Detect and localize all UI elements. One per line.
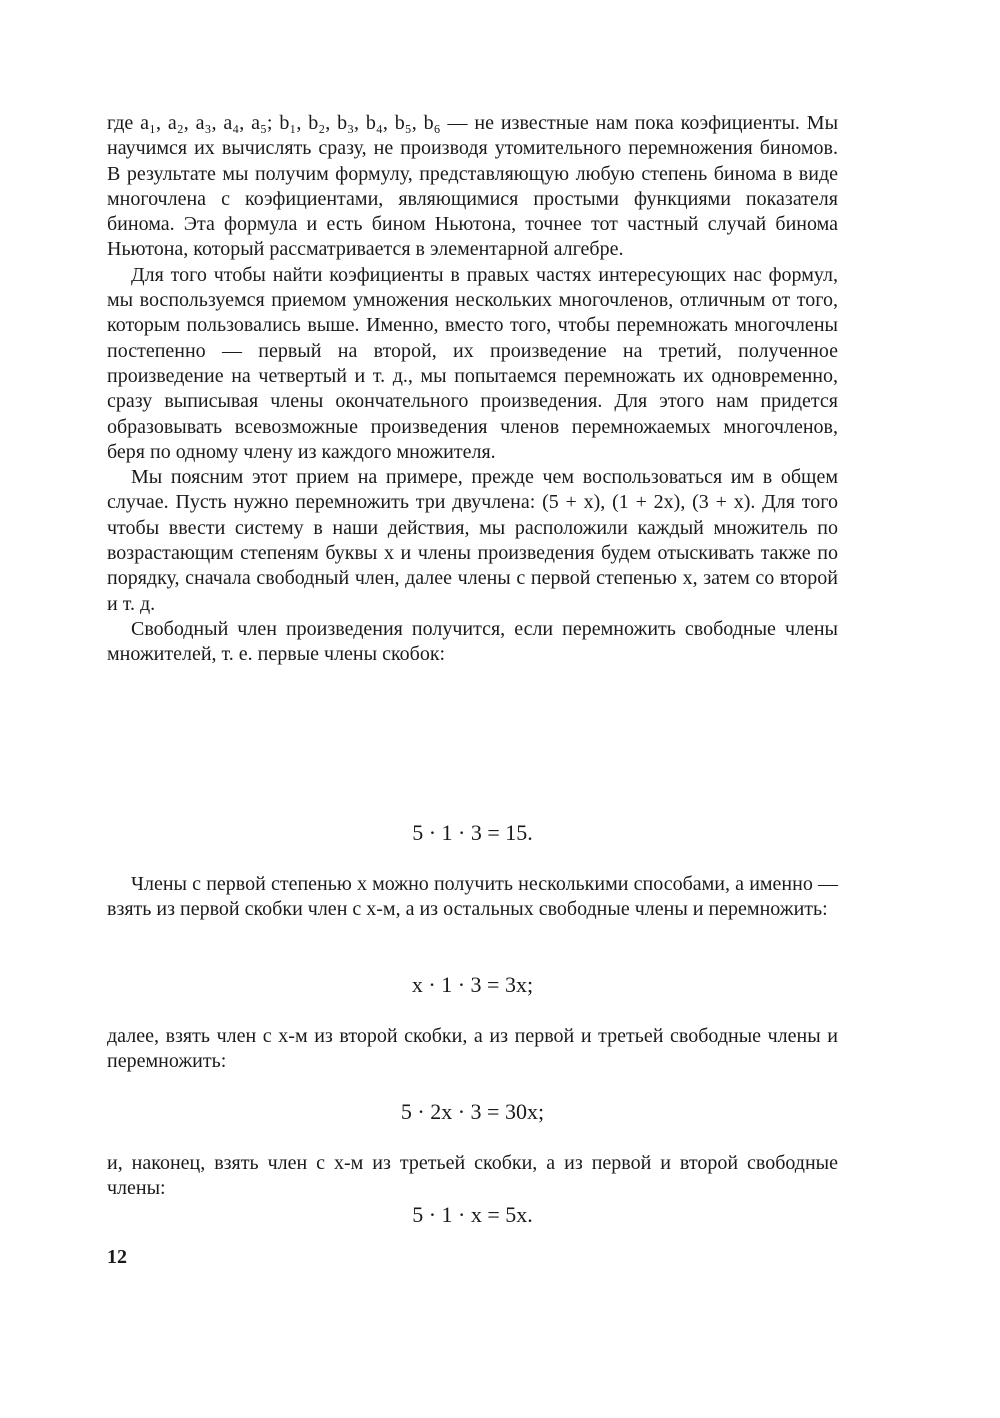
paragraph-block-2 [107, 872, 838, 923]
paragraph-third-bracket: и, наконец, взять член с x-м из третьей скобки, а из первой и второй свободные члены: [107, 1152, 838, 1200]
formula-first-bracket: x · 1 · 3 = 3x; [411, 972, 534, 997]
formula-second-bracket: 5 · 2x · 3 = 30x; [400, 1099, 545, 1124]
paragraph-binomial-intro: где a₁, a₂, a₃, a₄, a₅; b₁, b₂, b₃, b₄, b₅, b₆ — не известные нам пока коэфициенты. Мы научимся их вычислять сразу, не производя утомительного перемножения биномов. В результате мы получим формулу, представляющую любую степень бинома в виде многочлена с коэфициентами, являющимися простыми функциями показателя бинома. Эта формула и есть бином Ньютона, точнее тот частный случай бинома Ньютона, который рассматривается в элементарной алгебре. [107, 112, 838, 261]
paragraph-block-3 [107, 1024, 838, 1075]
paragraph-block-1 [107, 111, 838, 668]
paragraph-free-term: Свободный член произведения получится, если перемножить свободные члены множителей, т. е. первые члены скобок: [107, 617, 838, 666]
paragraph-first-degree: Члены с первой степенью x можно получить несколькими способами, а именно — взять из первой скобки член с x-м, а из остальных свободные члены и перемножить: [107, 873, 838, 921]
paragraph-example: Мы поясним этот прием на примере, прежде чем воспользоваться им в общем случае. Пусть нужно перемножить три двучлена: (5 + x), (1 + 2x), (3 + x). Для того чтобы ввести систему в наши действия, мы расположили каждый множитель по возрастающим степеням буквы x и члены произведения будем отыскивать также по порядку, сначала свободный член, далее члены с первой степенью x, затем со второй и т. д. [107, 466, 838, 615]
paragraph-coefficients-method: Для того чтобы найти коэфициенты в правых частях интересующих нас формул, мы воспользуемся приемом умножения нескольких многочленов, отличным от того, которым пользовались выше. Именно, вместо того, чтобы перемножать многочлены постепенно — первый на второй, их произведение на третий, полученное произведение на четвертый и т. д., мы попытаемся перемножать их одновременно, сразу выписывая члены окончательного произведения. Для этого нам придется образовывать всевозможные произведения членов перемножаемых многочленов, беря по одному члену из каждого множителя. [107, 263, 838, 463]
formula-third-bracket: 5 · 1 · x = 5x. [412, 1202, 533, 1227]
paragraph-block-4 [107, 1151, 838, 1202]
page-number: 12 [107, 1246, 127, 1268]
paragraph-second-bracket: далее, взять член с x-м из второй скобки, а из первой и третьей свободные члены и перемножить: [107, 1025, 838, 1073]
formula-free-term: 5 · 1 · 3 = 15. [412, 820, 533, 845]
